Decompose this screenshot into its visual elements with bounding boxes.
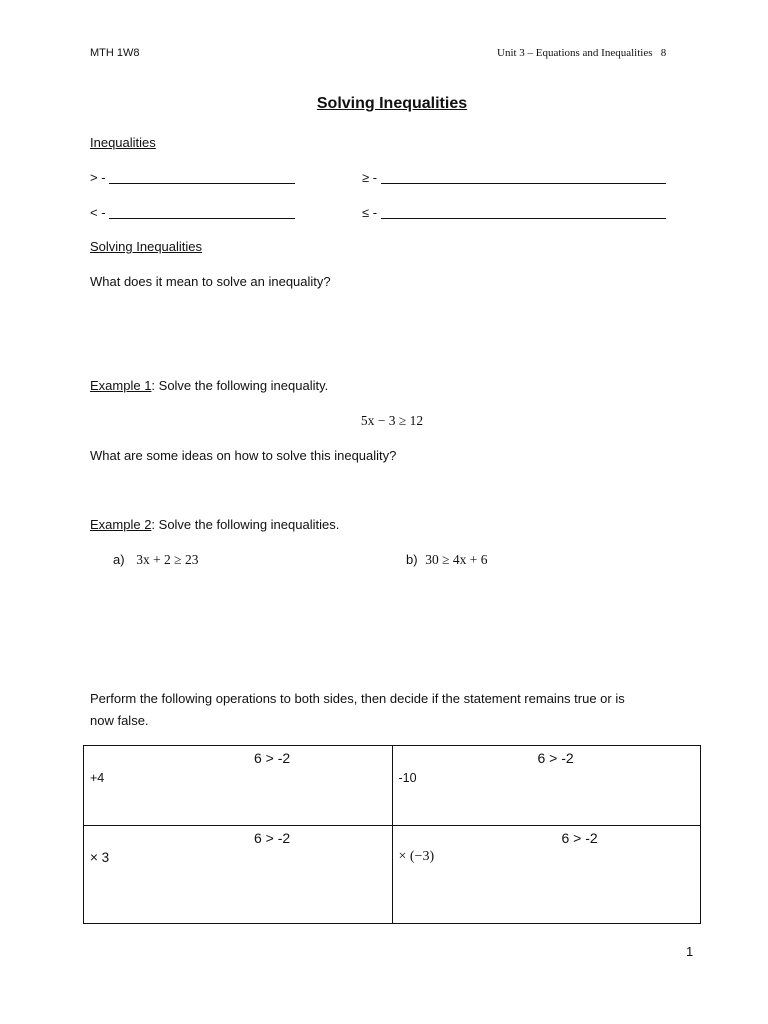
page-title: Solving Inequalities — [316, 95, 468, 112]
operations-table — [83, 745, 701, 924]
answer-blank — [381, 183, 666, 184]
part-b-equation: 30 ≥ 4x + 6 — [425, 552, 488, 567]
cell-operation: × 3 — [90, 850, 110, 865]
operation-cell — [392, 826, 701, 924]
example2-label: Example 2 — [90, 517, 152, 532]
part-a-label: a) — [113, 552, 125, 567]
greater-equal-definition — [362, 170, 666, 185]
operation-cell — [392, 746, 701, 826]
greater-equal-symbol: ≥ - — [362, 170, 378, 185]
example2-instruction: : Solve the following inequalities. — [151, 517, 340, 532]
example1-equation: 5x − 3 ≥ 12 — [360, 413, 424, 428]
cell-inequality: 6 > -2 — [254, 750, 291, 766]
example2-prompt — [90, 517, 339, 532]
table-row — [84, 826, 701, 924]
greater-than-definition — [90, 170, 295, 185]
solving-heading: Solving Inequalities — [90, 239, 203, 254]
unit-header — [497, 47, 666, 59]
operations-instruction-line1: Perform the following operations to both sides, then decide if the statement remains true or is — [90, 691, 625, 706]
cell-inequality: 6 > -2 — [537, 750, 574, 766]
cell-operation: +4 — [90, 771, 105, 785]
less-than-definition — [90, 205, 295, 220]
answer-blank — [109, 218, 295, 219]
answer-blank — [381, 218, 666, 219]
less-equal-definition — [362, 205, 666, 220]
course-code: MTH 1W8 — [90, 47, 140, 59]
example2-part-b — [406, 552, 487, 568]
less-equal-symbol: ≤ - — [362, 205, 378, 220]
unit-title: Unit 3 – Equations and Inequalities — [497, 47, 653, 59]
cell-inequality: 6 > -2 — [561, 830, 598, 846]
operations-instruction-line2: now false. — [90, 713, 149, 728]
greater-than-symbol: > - — [90, 170, 106, 185]
unit-page-number: 8 — [660, 47, 667, 59]
example2-part-a — [113, 552, 198, 568]
table-row — [84, 746, 701, 826]
answer-blank — [109, 183, 295, 184]
cell-operation: × (−3) — [398, 849, 435, 864]
example1-question: What are some ideas on how to solve this inequality? — [90, 448, 397, 463]
operation-cell — [84, 746, 393, 826]
inequalities-heading: Inequalities — [90, 135, 156, 150]
part-a-equation: 3x + 2 ≥ 23 — [136, 552, 199, 567]
example1-instruction: : Solve the following inequality. — [151, 378, 329, 393]
example1-label: Example 1 — [90, 378, 152, 393]
page-number: 1 — [686, 944, 694, 959]
less-than-symbol: < - — [90, 205, 106, 220]
example1-prompt — [90, 378, 328, 393]
operation-cell — [84, 826, 393, 924]
solving-question: What does it mean to solve an inequality? — [90, 274, 331, 289]
cell-inequality: 6 > -2 — [254, 830, 291, 846]
cell-operation: -10 — [398, 771, 417, 785]
part-b-label: b) — [406, 552, 418, 567]
